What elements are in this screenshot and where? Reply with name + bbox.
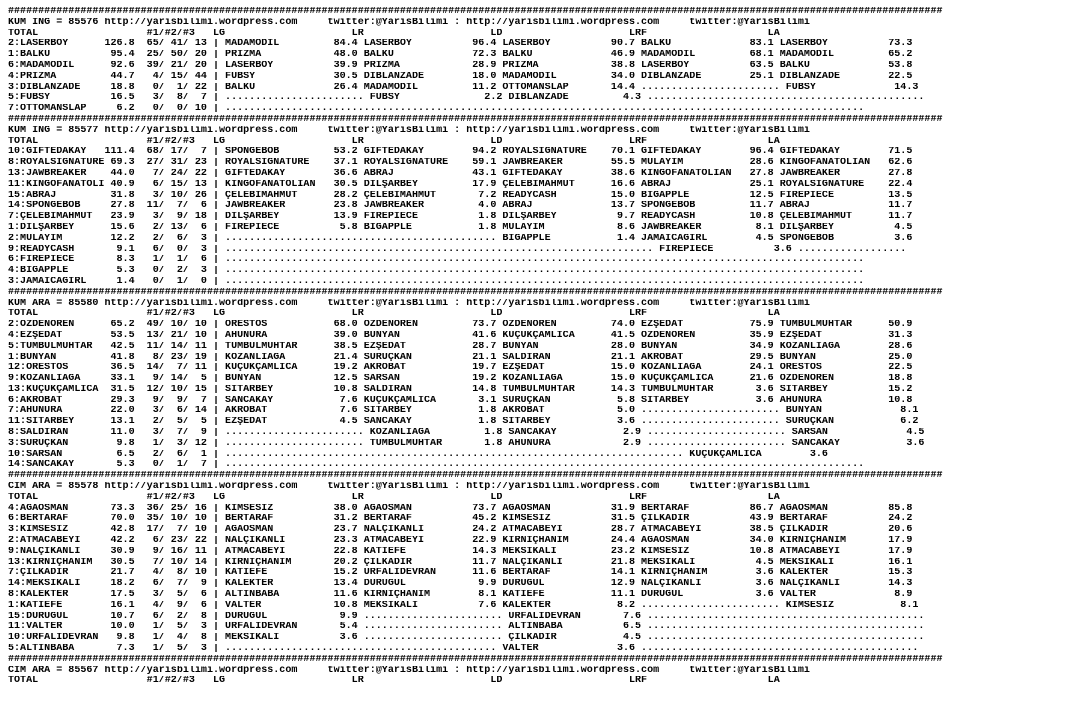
result-row: 7:AHUNURA 22.0 3/ 6/ 14 | AKROBAT 7.6 SİTARBEY 1.8 AKROBAT 5.0 ....................... BÜNYAN 8.1 bbox=[8, 406, 919, 417]
result-row: 3:SURUÇKAN 9.8 1/ 3/ 12 | ....................... TUMBULMUHTAR 1.8 AHUNURA 2.9 ....................... SANCAKAY 3.6 bbox=[8, 438, 925, 449]
separator-line: ########################################################################################################################################################### bbox=[8, 114, 943, 125]
result-row: 1:KATİEFE 16.1 4/ 9/ 6 | VALTER 10.8 MEKSİKALI 7.6 KALEKTER 8.2 ....................... KİMSESİZ 8.1 bbox=[8, 600, 919, 611]
result-row: 5:ALTINBABA 7.3 1/ 5/ 3 | ............................................. VALTER 3.6 .............................................. bbox=[8, 644, 919, 655]
result-row: 3:KİMSESİZ 42.8 17/ 7/ 10 | AĞAOSMAN 23.7 NALÇIKANLI 24.2 ATMACABEYİ 28.7 ATMACABEYİ 38.5 ÇİLKADIR 20.6 bbox=[8, 525, 913, 536]
result-row: 10:SARSAN 6.5 2/ 6/ 1 | ............................................................................ KÜÇÜKÇAMLICA 3.6 bbox=[8, 449, 828, 460]
result-row: 4:AĞAOSMAN 73.3 36/ 25/ 16 | KİMSESİZ 38.0 AĞAOSMAN 73.7 AĞAOSMAN 31.9 BERTARAF 86.7 AĞAOSMAN 85.8 bbox=[8, 503, 913, 514]
result-row: 6:AKROBAT 29.3 9/ 9/ 7 | SANCAKAY 7.6 KÜÇÜKÇAMLICA 3.1 SURUÇKAN 5.8 SİTARBEY 3.6 AHUNURA 10.8 bbox=[8, 395, 913, 406]
result-row: 14:MEKSİKALI 18.2 6/ 7/ 9 | KALEKTER 13.4 DURUGÜL 9.9 DURUGÜL 12.9 NALÇIKANLI 3.6 NALÇIKANLI 14.3 bbox=[8, 579, 913, 590]
result-row: 15:DURUGÜL 10.7 6/ 2/ 8 | DURUGÜL 9.9 ....................... URFALİDEVRAN 7.6 .............................................. bbox=[8, 611, 925, 622]
result-row: 6:MADAMODİL 92.6 39/ 21/ 20 | LASERBOY 39.9 PRİZMA 28.9 PRİZMA 38.8 LASERBOY 63.5 BALKU 53.8 bbox=[8, 60, 913, 71]
result-row: 10:GIFTEDAKAY 111.4 68/ 17/ 7 | SPONGEBOB 53.2 GIFTEDAKAY 94.2 ROYALSIGNATURE 70.1 GIFTEDAKAY 96.4 GIFTEDAKAY 71.5 bbox=[8, 147, 913, 158]
separator-line: ########################################################################################################################################################### bbox=[8, 7, 943, 17]
result-row: 8:KALEKTER 17.5 3/ 5/ 6 | ALTINBABA 11.6 KIRNIÇHANIM 8.1 KATİEFE 11.1 DURUGÜL 3.6 VALTER 8.9 bbox=[8, 590, 913, 601]
result-row: 2:ATMACABEYİ 42.2 6/ 23/ 22 | NALÇIKANLI 23.3 ATMACABEYİ 22.9 KIRNIÇHANIM 24.4 AĞAOSMAN 34.0 KIRNIÇHANIM 17.9 bbox=[8, 536, 913, 547]
result-row: 5:TUMBULMUHTAR 42.5 11/ 14/ 11 | TUMBULMUHTAR 38.5 EZŞEDAT 28.7 BÜNYAN 28.0 BÜNYAN 34.9 KOZANLIAĞA 28.6 bbox=[8, 341, 913, 352]
race-header-line: KUM ING = 85577 http://yarisbilimi.wordpress.com twitter:@YarisBilimi : http://yarisbilimi.wordpress.com twitter:@YarisBilimi bbox=[8, 125, 810, 136]
result-row: 13:KÜÇÜKÇAMLICA 31.5 12/ 10/ 15 | SİTARBEY 10.8 SALDIRAN 14.8 TUMBULMUHTAR 14.3 TUMBULMUHTAR 3.6 SİTARBEY 15.2 bbox=[8, 384, 913, 395]
separator-line: ########################################################################################################################################################### bbox=[8, 471, 943, 482]
result-row: 6:FIREPIECE 8.3 1/ 1/ 6 | .......................................................................................................... bbox=[8, 255, 865, 266]
result-row: 9:NALÇIKANLI 30.9 9/ 16/ 11 | ATMACABEYİ 22.8 KATİEFE 14.3 MEKSİKALI 23.2 KİMSESİZ 10.8 ATMACABEYİ 17.9 bbox=[8, 546, 913, 557]
result-row: 9:KOZANLIAĞA 33.1 9/ 14/ 5 | BÜNYAN 12.5 SARSAN 19.2 KOZANLIAĞA 15.0 KÜÇÜKÇAMLICA 21.6 ÖZDENÖREN 18.8 bbox=[8, 374, 913, 385]
race-header-line: KUM ING = 85576 http://yarisbilimi.wordpress.com twitter:@YarisBilimi : http://yarisbilimi.wordpress.com twitter:@YarisBilimi bbox=[8, 17, 810, 28]
result-row: 3:DİBLANZADE 18.8 0/ 1/ 22 | BALKU 26.4 MADAMODİL 11.2 OTTOMANSLAP 14.4 ....................... FUBSY 14.3 bbox=[8, 82, 919, 93]
result-row: 11:SİTARBEY 13.1 2/ 5/ 5 | EZŞEDAT 4.5 SANCAKAY 1.8 SİTARBEY 3.6 ....................... SURUÇKAN 6.2 bbox=[8, 417, 919, 428]
column-header-line: TOTAL #1/#2/#3 LG LR LD LRF LA bbox=[8, 309, 780, 320]
result-row: 10:URFALİDEVRAN 9.8 1/ 4/ 8 | MEKSİKALI 3.6 ....................... ÇİLKADIR 4.5 .............................................. bbox=[8, 633, 925, 644]
column-header-line: TOTAL #1/#2/#3 LG LR LD LRF LA bbox=[8, 676, 780, 687]
race-statistics-sheet bbox=[8, 7, 1076, 707]
result-row: 15:ABRAJ 31.8 3/ 10/ 26 | ÇELEBİMAHMUT 28.2 ÇELEBİMAHMUT 7.2 READYCASH 15.0 BIGAPPLE 12.5 FIREPIECE 13.5 bbox=[8, 190, 913, 201]
result-row: 2:ÖZDENÖREN 65.2 49/ 10/ 10 | ORESTOS 68.0 ÖZDENÖREN 73.7 ÖZDENÖREN 74.0 EZŞEDAT 75.9 TUMBULMUHTAR 50.9 bbox=[8, 320, 913, 331]
separator-line: ########################################################################################################################################################### bbox=[8, 654, 943, 665]
result-row: 11:KINGOFANATOLI 40.9 6/ 15/ 13 | KINGOFANATOLIAN 30.5 DİLŞARBEY 17.9 ÇELEBİMAHMUT 16.6 ABRAJ 25.1 ROYALSIGNATURE 22.4 bbox=[8, 179, 913, 190]
column-header-line: TOTAL #1/#2/#3 LG LR LD LRF LA bbox=[8, 28, 780, 39]
column-header-line: TOTAL #1/#2/#3 LG LR LD LRF LA bbox=[8, 136, 780, 147]
result-row: 7:ÇİLKADIR 21.7 4/ 8/ 10 | KATİEFE 15.2 URFALİDEVRAN 11.6 BERTARAF 14.1 KIRNIÇHANIM 3.6 KALEKTER 15.3 bbox=[8, 568, 913, 579]
result-row: 5:FUBSY 16.5 3/ 8/ 7 | ....................... FUBSY 2.2 DİBLANZADE 4.3 .............................................. bbox=[8, 93, 925, 104]
result-row: 2:MÜLAYİM 12.2 2/ 6/ 3 | ............................................. BIGAPPLE 1.4 JAMAICAGIRL 4.5 SPONGEBOB 3.6 bbox=[8, 233, 913, 244]
result-row: 1:BÜNYAN 41.8 8/ 23/ 19 | KOZANLIAĞA 21.4 SURUÇKAN 21.1 SALDIRAN 21.1 AKROBAT 29.5 BÜNYAN 25.0 bbox=[8, 352, 913, 363]
result-row: 2:LASERBOY 126.8 65/ 41/ 13 | MADAMODİL 84.4 LASERBOY 96.4 LASERBOY 90.7 BALKU 83.1 LASERBOY 73.3 bbox=[8, 39, 913, 50]
result-row: 9:READYCASH 9.1 6/ 0/ 3 | ....................................................................... FIREPIECE 3.6 .................. bbox=[8, 244, 907, 255]
result-row: 8:SALDIRAN 11.0 3/ 7/ 9 | ....................... KOZANLIAĞA 1.8 SANCAKAY 2.9 ....................... SARSAN 4.5 bbox=[8, 428, 925, 439]
result-row: 13:KIRNIÇHANIM 30.5 7/ 10/ 14 | KIRNIÇHANIM 20.2 ÇİLKADIR 11.7 NALÇIKANLI 21.8 MEKSİKALI 4.5 MEKSİKALI 16.1 bbox=[8, 557, 913, 568]
result-row: 3:JAMAICAGIRL 1.4 0/ 1/ 0 | .......................................................................................................... bbox=[8, 276, 865, 287]
result-row: 12:ORESTOS 36.5 14/ 7/ 11 | KÜÇÜKÇAMLICA 19.2 AKROBAT 19.7 EZŞEDAT 15.0 KOZANLIAĞA 24.1 ORESTOS 22.5 bbox=[8, 363, 913, 374]
separator-line: ########################################################################################################################################################### bbox=[8, 287, 943, 298]
result-row: 6:BERTARAF 70.0 35/ 10/ 10 | BERTARAF 31.2 BERTARAF 45.2 KİMSESİZ 31.5 ÇİLKADIR 43.9 BERTARAF 24.2 bbox=[8, 514, 913, 525]
result-row: 7:ÇELEBİMAHMUT 23.9 3/ 9/ 18 | DİLŞARBEY 13.9 FIREPIECE 1.8 DİLŞARBEY 9.7 READYCASH 10.8 ÇELEBİMAHMUT 11.7 bbox=[8, 212, 913, 223]
result-row: 1:DİLŞARBEY 15.6 2/ 13/ 6 | FIREPIECE 5.8 BIGAPPLE 1.8 MÜLAYİM 8.6 JAWBREAKER 8.1 DİLŞARBEY 4.5 bbox=[8, 222, 913, 233]
result-row: 13:JAWBREAKER 44.0 7/ 24/ 22 | GIFTEDAKAY 36.6 ABRAJ 43.1 GIFTEDAKAY 38.6 KINGOFANATOLIAN 27.8 JAWBREAKER 27.8 bbox=[8, 168, 913, 179]
result-row: 14:SANCAKAY 5.3 0/ 1/ 7 | .......................................................................................................... bbox=[8, 460, 865, 471]
result-row: 4:BIGAPPLE 5.3 0/ 2/ 3 | .......................................................................................................... bbox=[8, 266, 865, 277]
result-row: 11:VALTER 10.0 1/ 5/ 3 | URFALİDEVRAN 5.4 ....................... ALTINBABA 6.5 .............................................. bbox=[8, 622, 925, 633]
result-row: 4:PRİZMA 44.7 4/ 15/ 44 | FUBSY 30.5 DİBLANZADE 18.0 MADAMODİL 34.0 DİBLANZADE 25.1 DİBLANZADE 22.5 bbox=[8, 71, 913, 82]
race-header-line: KUM ARA = 85580 http://yarisbilimi.wordpress.com twitter:@YarisBilimi : http://yarisbilimi.wordpress.com twitter:@YarisBilimi bbox=[8, 298, 810, 309]
race-header-line: CIM ARA = 85567 http://yarisbilimi.wordpress.com twitter:@YarisBilimi : http://yarisbilimi.wordpress.com twitter:@YarisBilimi bbox=[8, 665, 810, 676]
result-row: 7:OTTOMANSLAP 6.2 0/ 0/ 10 | .......................................................................................................... bbox=[8, 104, 865, 115]
result-row: 4:EZŞEDAT 53.5 13/ 21/ 10 | AHUNURA 39.0 BÜNYAN 41.6 KÜÇÜKÇAMLICA 41.5 ÖZDENÖREN 35.9 EZŞEDAT 31.3 bbox=[8, 330, 913, 341]
result-row: 8:ROYALSIGNATURE 69.3 27/ 31/ 23 | ROYALSIGNATURE 37.1 ROYALSIGNATURE 59.1 JAWBREAKER 55.5 MÜLAYİM 28.6 KINGOFANATOLIAN 62.6 bbox=[8, 158, 913, 169]
result-row: 1:BALKU 95.4 25/ 50/ 20 | PRİZMA 48.0 BALKU 72.3 BALKU 46.9 MADAMODİL 68.1 MADAMODİL 65.2 bbox=[8, 50, 913, 61]
race-header-line: CIM ARA = 85578 http://yarisbilimi.wordpress.com twitter:@YarisBilimi : http://yarisbilimi.wordpress.com twitter:@YarisBilimi bbox=[8, 482, 810, 493]
result-row: 14:SPONGEBOB 27.8 11/ 7/ 6 | JAWBREAKER 23.8 JAWBREAKER 4.0 ABRAJ 13.7 SPONGEBOB 11.7 ABRAJ 11.7 bbox=[8, 201, 913, 212]
column-header-line: TOTAL #1/#2/#3 LG LR LD LRF LA bbox=[8, 492, 780, 503]
